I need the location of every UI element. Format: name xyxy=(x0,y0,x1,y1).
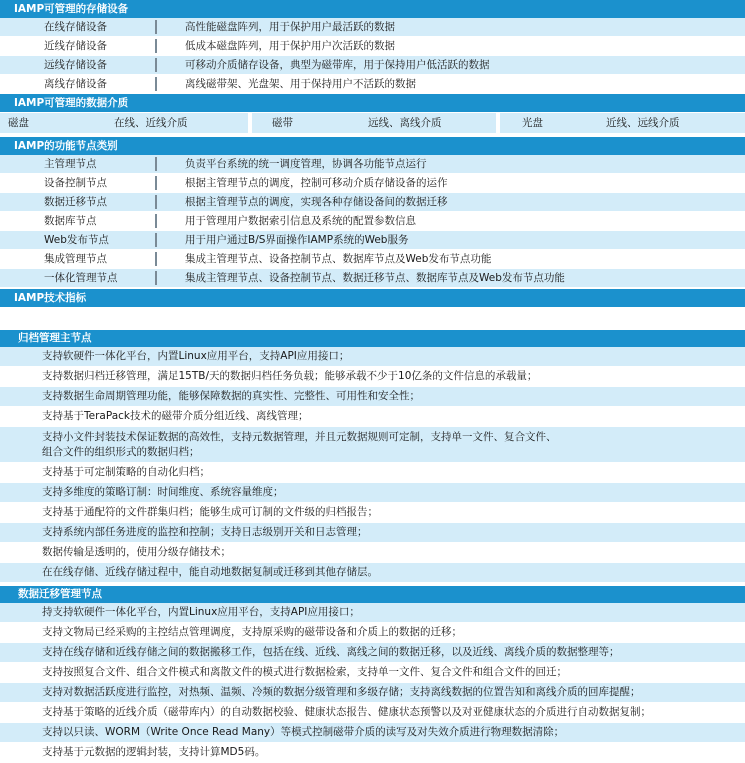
item-text: 支持基于通配符的文件群集归档；能够生成可订制的文件级的归档报告； xyxy=(42,506,378,518)
nodes-table xyxy=(0,155,745,288)
item-text: 支持基于元数据的逻辑封装，支持计算MD5码。 xyxy=(42,746,266,758)
media-desc-optical: 近线、远线介质 xyxy=(594,113,745,133)
row-label: 设备控制节点 xyxy=(44,177,107,189)
media-desc-disk: 在线、近线介质 xyxy=(92,113,248,133)
item-text: 支持基于TeraPack技术的磁带介质分组近线、离线管理； xyxy=(42,410,309,422)
item-text: 支持小文件封装技术保证数据的高效性，支持元数据管理，并且元数据规则可定制，支持单一文件、复合文件、 xyxy=(42,430,557,443)
table-row xyxy=(0,231,745,250)
table-row xyxy=(0,250,745,269)
storage-section-header: IAMP可管理的存储设备 xyxy=(0,0,745,18)
item-text: 数据传输是透明的，使用分级存储技术； xyxy=(42,546,231,558)
media-section-header: IAMP可管理的数据介质 xyxy=(0,94,745,112)
list-item xyxy=(0,603,745,623)
row-description: 用于用户通过B/S界面操作IAMP系统的Web服务 xyxy=(185,234,409,246)
row-label: 主管理节点 xyxy=(44,158,97,170)
table-row xyxy=(0,174,745,193)
item-text: 支持基于策略的近线介质（磁带库内）的自动数据校验、健康状态报告、健康状态预警以及对亚健康状态的介质进行自动数据复制； xyxy=(42,706,651,718)
row-description: 集成主管理节点、设备控制节点、数据迁移节点、数据库节点及Web发布节点功能 xyxy=(185,272,565,284)
list-item xyxy=(0,743,745,763)
list-item xyxy=(0,543,745,563)
list-item xyxy=(0,643,745,663)
item-text: 支持以只读、WORM（Write Once Read Many）等模式控制磁带介质的读写及对失效介质进行物理数据清除； xyxy=(42,726,565,738)
table-row xyxy=(0,37,745,56)
item-text: 支持数据归档迁移管理，满足15TB/天的数据归档任务负载；能够承载不少于10亿条的文件信息的承载量； xyxy=(42,370,538,382)
row-description: 根据主管理节点的调度，实现各种存储设备间的数据迁移 xyxy=(185,196,448,208)
tech-section-header: IAMP技术指标 xyxy=(0,289,745,307)
nodes-section-header: IAMP的功能节点类别 xyxy=(0,137,745,155)
table-row xyxy=(0,193,745,212)
row-description: 低成本磁盘阵列，用于保护用户次活跃的数据 xyxy=(185,40,395,52)
item-text: 持支持软硬件一体化平台，内置Linux应用平台，支持API应用接口； xyxy=(42,606,360,618)
list-item xyxy=(0,723,745,743)
row-label: 数据迁移节点 xyxy=(44,196,107,208)
item-text: 支持多维度的策略订制：时间维度、系统容量维度； xyxy=(42,486,284,498)
archive-section-header: 归档管理主节点 xyxy=(0,330,745,347)
list-item xyxy=(0,623,745,643)
row-description: 根据主管理节点的调度，控制可移动介质存储设备的运作 xyxy=(185,177,448,189)
item-text: 支持数据生命周期管理功能，能够保障数据的真实性、完整性、可用性和安全性； xyxy=(42,390,420,402)
list-item xyxy=(0,407,745,427)
media-name-tape: 磁带 xyxy=(252,113,348,133)
row-description: 集成主管理节点、设备控制节点、数据库节点及Web发布节点功能 xyxy=(185,253,492,265)
row-description: 负责平台系统的统一调度管理，协调各功能节点运行 xyxy=(185,158,427,170)
migration-section-header: 数据迁移管理节点 xyxy=(0,586,745,603)
list-item xyxy=(0,483,745,503)
media-name-disk: 磁盘 xyxy=(0,113,92,133)
item-text: 支持文物局已经采购的主控结点管理调度，支持原采购的磁带设备和介质上的数据的迁移； xyxy=(42,626,462,638)
list-item xyxy=(0,663,745,683)
row-label: 数据库节点 xyxy=(44,215,97,227)
item-text: 支持对数据活跃度进行监控，对热频、温频、冷频的数据分级管理和多级存储；支持离线数据的位置告知和离线介质的回库提醒； xyxy=(42,686,641,698)
storage-table xyxy=(0,18,745,94)
list-item xyxy=(0,347,745,367)
list-item xyxy=(0,427,745,463)
row-description: 高性能磁盘阵列，用于保护用户最活跃的数据 xyxy=(185,21,395,33)
row-label: 远线存储设备 xyxy=(44,59,107,71)
list-item xyxy=(0,367,745,387)
row-label: 集成管理节点 xyxy=(44,253,107,265)
list-item xyxy=(0,563,745,583)
row-label: 离线存储设备 xyxy=(44,78,107,90)
spacer xyxy=(0,307,745,327)
migration-list xyxy=(0,603,745,763)
table-row xyxy=(0,75,745,94)
table-row xyxy=(0,18,745,37)
archive-list xyxy=(0,347,745,583)
list-item xyxy=(0,703,745,723)
table-row xyxy=(0,155,745,174)
table-row xyxy=(0,269,745,288)
item-text: 支持基于可定制策略的自动化归档； xyxy=(42,466,210,478)
item-text: 支持系统内部任务进度的监控和控制；支持日志级别开关和日志管理； xyxy=(42,526,368,538)
table-row xyxy=(0,212,745,231)
list-item xyxy=(0,523,745,543)
media-name-optical: 光盘 xyxy=(500,113,594,133)
list-item xyxy=(0,503,745,523)
row-description: 可移动介质储存设备，典型为磁带库，用于保持用户低活跃的数据 xyxy=(185,59,490,71)
media-desc-tape: 远线、离线介质 xyxy=(348,113,496,133)
media-row xyxy=(0,113,745,133)
item-text: 在在线存储、近线存储过程中，能自动地数据复制或迁移到其他存储层。 xyxy=(42,566,378,578)
item-text: 支持在线存储和近线存储之间的数据搬移工作，包括在线、近线、离线之间的数据迁移，以及近线、离线介质的数据整理等； xyxy=(42,646,620,658)
row-description: 离线磁带架、光盘架、用于保持用户不活跃的数据 xyxy=(185,78,416,90)
row-label: 近线存储设备 xyxy=(44,40,107,52)
item-text-continued: 组合文件的组织形式的数据归档； xyxy=(42,445,200,458)
item-text: 支持按照复合文件、组合文件模式和离散文件的模式进行数据检索，支持单一文件、复合文件和组合文件的回迁； xyxy=(42,666,567,678)
list-item xyxy=(0,387,745,407)
row-label: Web发布节点 xyxy=(44,234,109,246)
list-item xyxy=(0,683,745,703)
row-description: 用于管理用户数据索引信息及系统的配置参数信息 xyxy=(185,215,416,227)
table-row xyxy=(0,56,745,75)
item-text: 支持软硬件一体化平台，内置Linux应用平台，支持API应用接口； xyxy=(42,350,350,362)
row-label: 一体化管理节点 xyxy=(44,272,118,284)
list-item xyxy=(0,463,745,483)
row-label: 在线存储设备 xyxy=(44,21,107,33)
